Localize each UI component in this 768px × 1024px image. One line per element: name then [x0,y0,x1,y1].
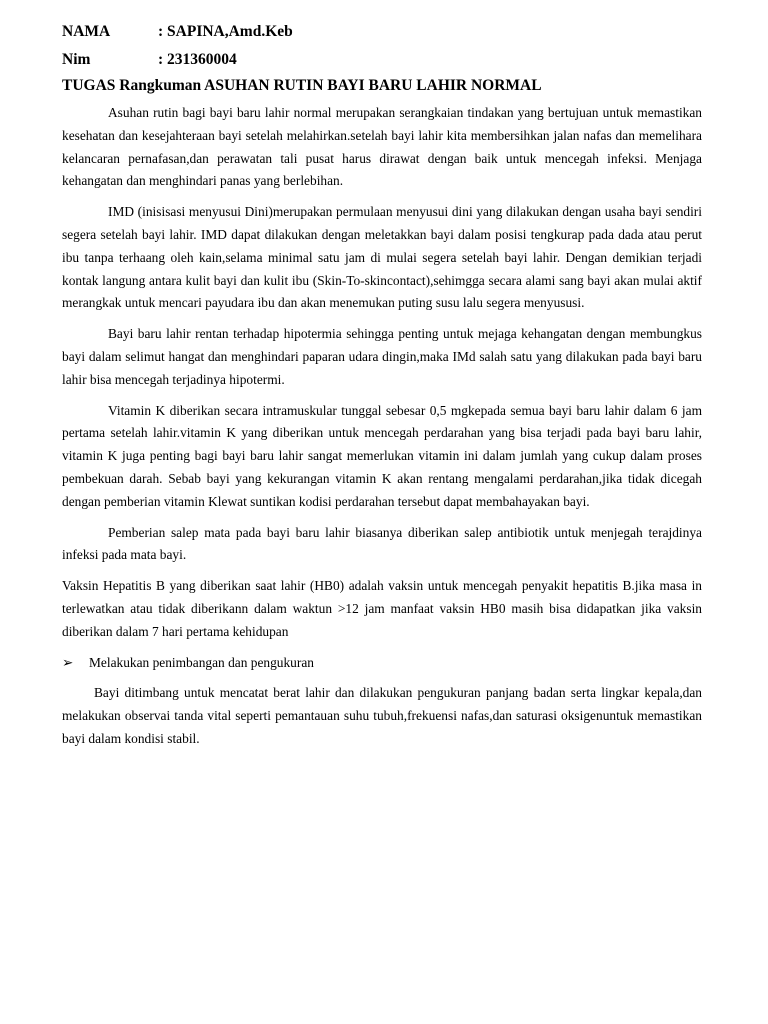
arrow-bullet-icon: ➢ [62,654,74,670]
document-body [62,20,702,759]
bullet-item [62,652,702,675]
paragraph-hipotermia: Bayi baru lahir rentan terhadap hipotermia sehingga penting untuk mejaga kehangatan dengan membungkus bayi dalam selimut hangat dan menghindari paparan udara dingin,maka IMd salah satu yang dilakukan pada bayi baru lahir bisa mencegah terjadinya hipotermi. [62,326,702,387]
paragraph-vitamin-k: Vitamin K diberikan secara intramuskular tunggal sebesar 0,5 mgkepada semua bayi baru lahir dalam 6 jam pertama setelah lahir.vitamin K yang diberikan untuk mencegah perdarahan yang bisa terjadi pada bayi baru lahir, vitamin K juga penting bagi bayi baru lahir sangat memerlukan vitamin ini dalam jumlah yang cukup dalam proses pembekuan darah. Sebab bayi yang kekurangan vitamin K akan rentang mengalami perdarahan,jika tidak dicegah dengan pemberian vitamin Klewat suntikan kodisi perdarahan tersebut dapat membahayakan bayi. [62,402,702,509]
paragraph-imd: IMD (inisisasi menyusui Dini)merupakan permulaan menyusui dini yang dilakukan dengan usaha bayi sendiri segera setelah bayi lahir. IMD dapat dilakukan dengan meletakkan bayi dalam posisi tengkurap pada dada atau perut ibu tanpa terhaang oleh kain,selama minimal satu jam di mulai segera setelah bayi lahir. Dengan demikian terjadi kontak langung antara kulit bayi dan kulit ibu (Skin-To-skincontact),sehimgga secara alami sang bayi akan mulai aktif merangkak untuk mencari payudara ibu dan akan menemukan puting susu lalu segera menyususi. [62,204,702,311]
nim-label: Nim [62,51,91,68]
paragraph-penimbangan: Bayi ditimbang untuk mencatat berat lahir dan dilakukan pengukuran panjang badan serta lingkar kepala,dan melakukan observai tanda vital seperti pemantauan suhu tubuh,frekuensi nafas,dan saturasi oksigenuntuk memastikan bayi dalam kondisi stabil. [62,685,702,746]
paragraph-hepatitis-b: Vaksin Hepatitis B yang diberikan saat lahir (HB0) adalah vaksin untuk mencegah penyakit hepatitis B.jika masa in terlewatkan atau tidak diberikann dalam waktun >12 jam manfaat vaksin HB0 masih bisa didapatkan jika vaksin diberikan dalam 7 hari pertama kehidupan [62,578,702,639]
document-title: TUGAS Rangkuman ASUHAN RUTIN BAYI BARU LAHIR NORMAL [62,77,542,94]
nim-row [62,48,702,76]
paragraph-asuhan-rutin: Asuhan rutin bagi bayi baru lahir normal merupakan serangkaian tindakan yang bertujuan untuk memastikan kesehatan dan kesejahteraan bayi setelah melahirkan.setelah bayi lahir kita membersihkan jalan nafas dan memelihara kelancaran pernafasan,dan perawatan tali pusat harus dirawat dengan baik untuk mencegah infeksi. Menjaga kehangatan dan menghindari panas yang berlebihan. [62,105,702,189]
name-row [62,20,702,48]
name-value: : SAPINA,Amd.Keb [158,23,293,40]
bullet-text: Melakukan penimbangan dan pengukuran [89,654,314,670]
name-label: NAMA [62,23,111,40]
nim-value: : 231360004 [158,51,237,68]
paragraph-salep-mata: Pemberian salep mata pada bayi baru lahir biasanya diberikan salep antibiotik untuk menjegah terajdinya infeksi pada mata bayi. [62,524,702,563]
